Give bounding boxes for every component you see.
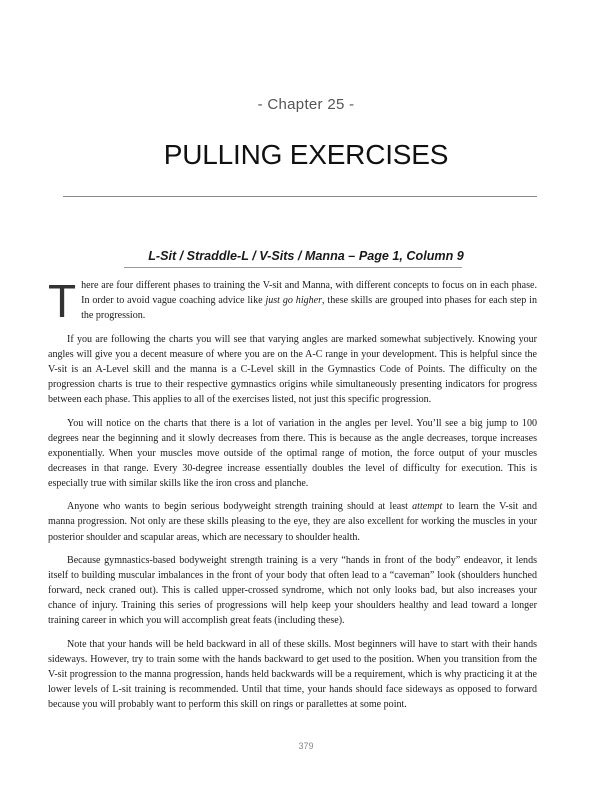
title-divider [63,196,537,197]
section-heading: L-Sit / Straddle-L / V-Sits / Manna – Page 1, Column 9 [148,249,464,263]
paragraph-4-text-b: to learn the V-sit and manna progression. Not only are these skills pleasing to the eye, they are also excellent for working the muscles in your posterior shoulder and scapular areas, which are necessary to shoulder health. [48,501,537,543]
paragraph-1-emphasis: just go higher [265,295,323,307]
paragraph-1-text-a: here are four different phases to training the V-sit and Manna, with different concepts to focus on in each phase. In order to avoid vague coaching advice like [81,280,537,307]
chapter-title: PULLING EXERCISES [163,139,449,170]
paragraph-2: If you are following the charts you will see that varying angles are marked somewhat subjectively. Knowing your angles will give you a decent measure of where you are on the A-C range in your development. This is helpful since the V-sit is an A-Level skill and the manna is a C-Level skill in the Gymnastics Code of Points. The difficulty on the progression charts is true to their respective gymnastics origins while simultaneously presenting indicators for progress between each phase. This applies to all of the exercises listed, not just this specific progression. [48,333,537,406]
paragraph-4-text-a: Anyone who wants to begin serious bodyweight strength training should at least [67,501,413,513]
page-number: 379 [298,741,314,751]
section-heading-underline [124,267,462,268]
paragraph-5: Because gymnastics-based bodyweight strength training is a very “hands in front of the body” endeavor, it lends itself to building muscular imbalances in the front of your body that often lead to a “caveman” look (shoulders hunched forward, neck craned out). This is called upper-crossed syndrome, which not only looks bad, but also increases your chance of injury. Training this series of progressions will help keep your shoulders healthy and lead toward a longer training career in which you will accomplish great feats (including these). [48,555,537,627]
paragraph-4-emphasis: attempt [412,501,443,513]
drop-cap: T [48,275,77,327]
paragraph-3: You will notice on the charts that there is a lot of variation in the angles per level. You’ll see a big jump to 100 degrees near the beginning and it slowly decreases from there. This is because as the angle decreases, torque increases exponentially. When your muscles move outside of the optimal range of motion, the force output of your muscles decreases in that range. Every 30-degree increase essentially doubles the level of difficulty for execution. This is especially true with similar skills like the iron cross and planche. [48,417,537,489]
chapter-label: - Chapter 25 - [257,96,355,113]
body-text [48,275,537,721]
paragraph-1 [48,275,537,327]
paragraph-1-text-b: , these skills are grouped into phases for each step in the progression. [81,295,537,322]
paragraph-6: Note that your hands will be held backward in all of these skills. Most beginners will have to start with their hands sideways. However, try to train some with the hands backward to get used to the position. When you transition from the V-sit progression to the manna progression, hands held backwards will be a requirement, which is why practicing it at the lower levels of L-sit training is recommended. Until that time, your hands should face sideways as opposed to forward because you will probably want to perform this skill on rings or parallettes at some point. [48,638,537,711]
paragraph-4 [48,499,537,544]
